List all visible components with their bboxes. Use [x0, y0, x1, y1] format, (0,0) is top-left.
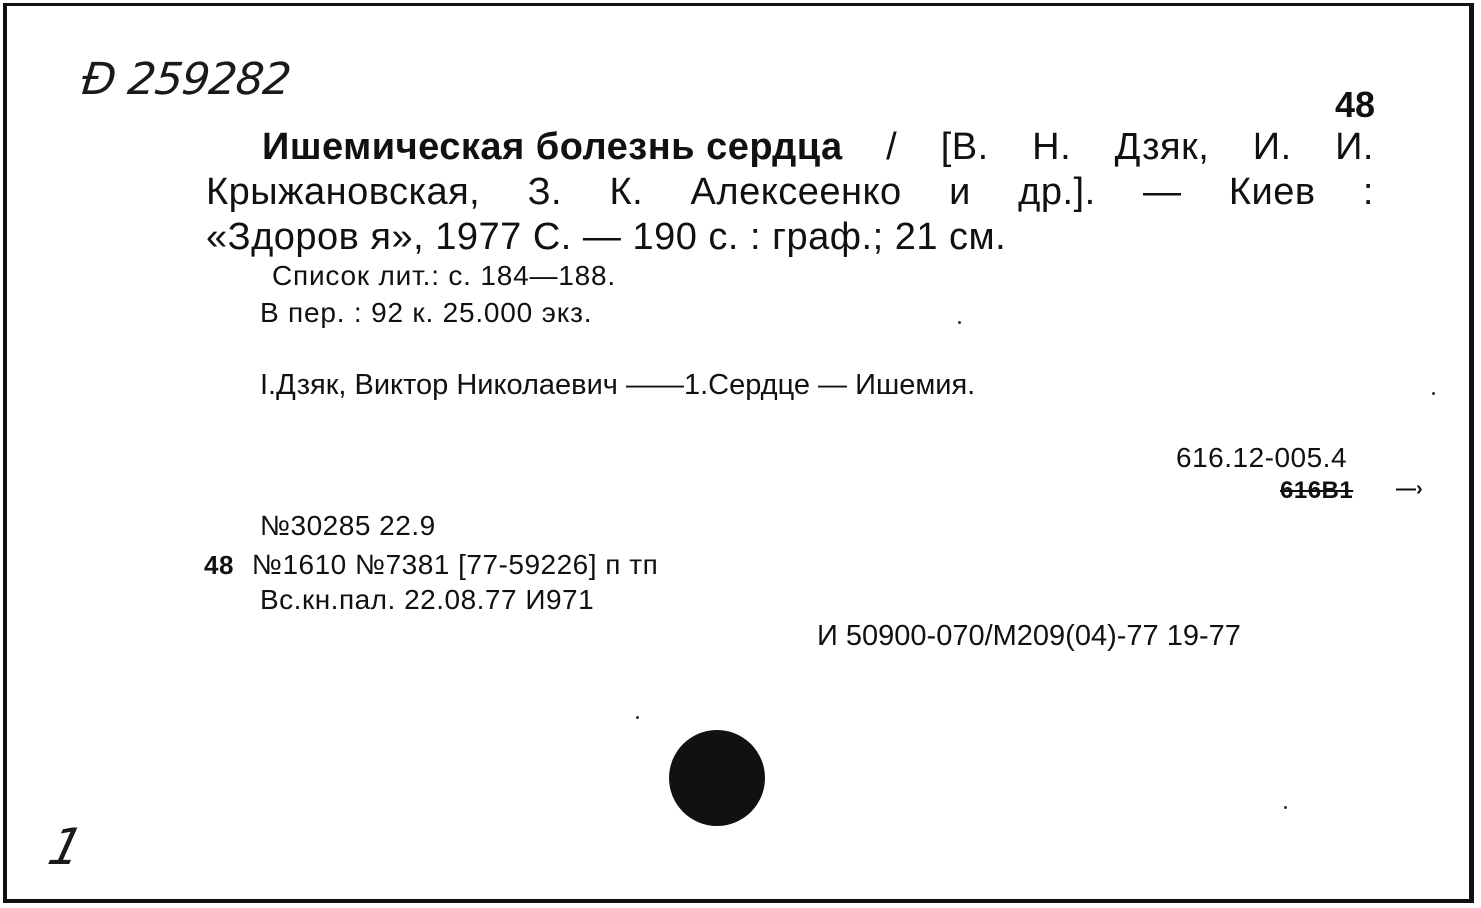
tracings: I.Дзяк, Виктор Николаевич ——1.Сердце — Ишемия. [260, 369, 976, 401]
record-title: Ишемическая болезнь сердца [262, 126, 843, 168]
line1-word: [В. [940, 126, 989, 168]
publication-details: «Здоров я», 1977 С. — 190 с. : граф.; 21 см. [206, 216, 1007, 258]
line2-word: : [1362, 171, 1374, 213]
speck [958, 321, 961, 324]
corner-number: 48 [1335, 84, 1376, 125]
line1-word: И. [1252, 126, 1292, 168]
price-note: В пер. : 92 к. 25.000 экз. [260, 297, 593, 328]
accession-prefix: 48 [204, 550, 234, 580]
record-line-1 [262, 126, 1374, 169]
line2-word: Киев [1228, 171, 1316, 213]
publisher-index: И 50900-070/М209(04)-77 19-77 [817, 620, 1241, 652]
line2-word: Крыжановская, [206, 171, 481, 213]
inventory-number: Ɖ 259282 [79, 54, 293, 105]
accession-line-3: Вс.кн.пал. 22.08.77 И971 [260, 584, 595, 615]
line2-word: др.]. [1018, 171, 1096, 213]
accession-line-2 [204, 549, 658, 581]
speck [1284, 806, 1287, 809]
udc-code: 616.12-005.4 [1176, 442, 1348, 473]
bibliography-note: Список лит.: с. 184—188. [272, 260, 616, 291]
speck [1432, 392, 1435, 395]
arrow-icon: —› [1396, 478, 1423, 500]
line2-word: З. [527, 171, 563, 213]
line1-word: Н. [1032, 126, 1072, 168]
record-line-2 [206, 171, 1374, 214]
speck [636, 716, 639, 719]
line2-word: Алексеенко [690, 171, 902, 213]
line1-word: / [886, 126, 898, 168]
accession-line-2-text: №1610 №7381 [77-59226] п тп [251, 549, 659, 580]
card-sequence-number: 1 [42, 818, 90, 876]
line2-word: — [1143, 171, 1182, 213]
line2-word: К. [609, 171, 644, 213]
line1-word: И. [1335, 126, 1374, 168]
udc-code-crossed: 616В1 [1280, 477, 1354, 504]
line2-word: и [949, 171, 971, 213]
accession-line-1: №30285 22.9 [260, 510, 436, 541]
line1-word: Дзяк, [1114, 126, 1210, 168]
punch-hole [669, 730, 765, 826]
